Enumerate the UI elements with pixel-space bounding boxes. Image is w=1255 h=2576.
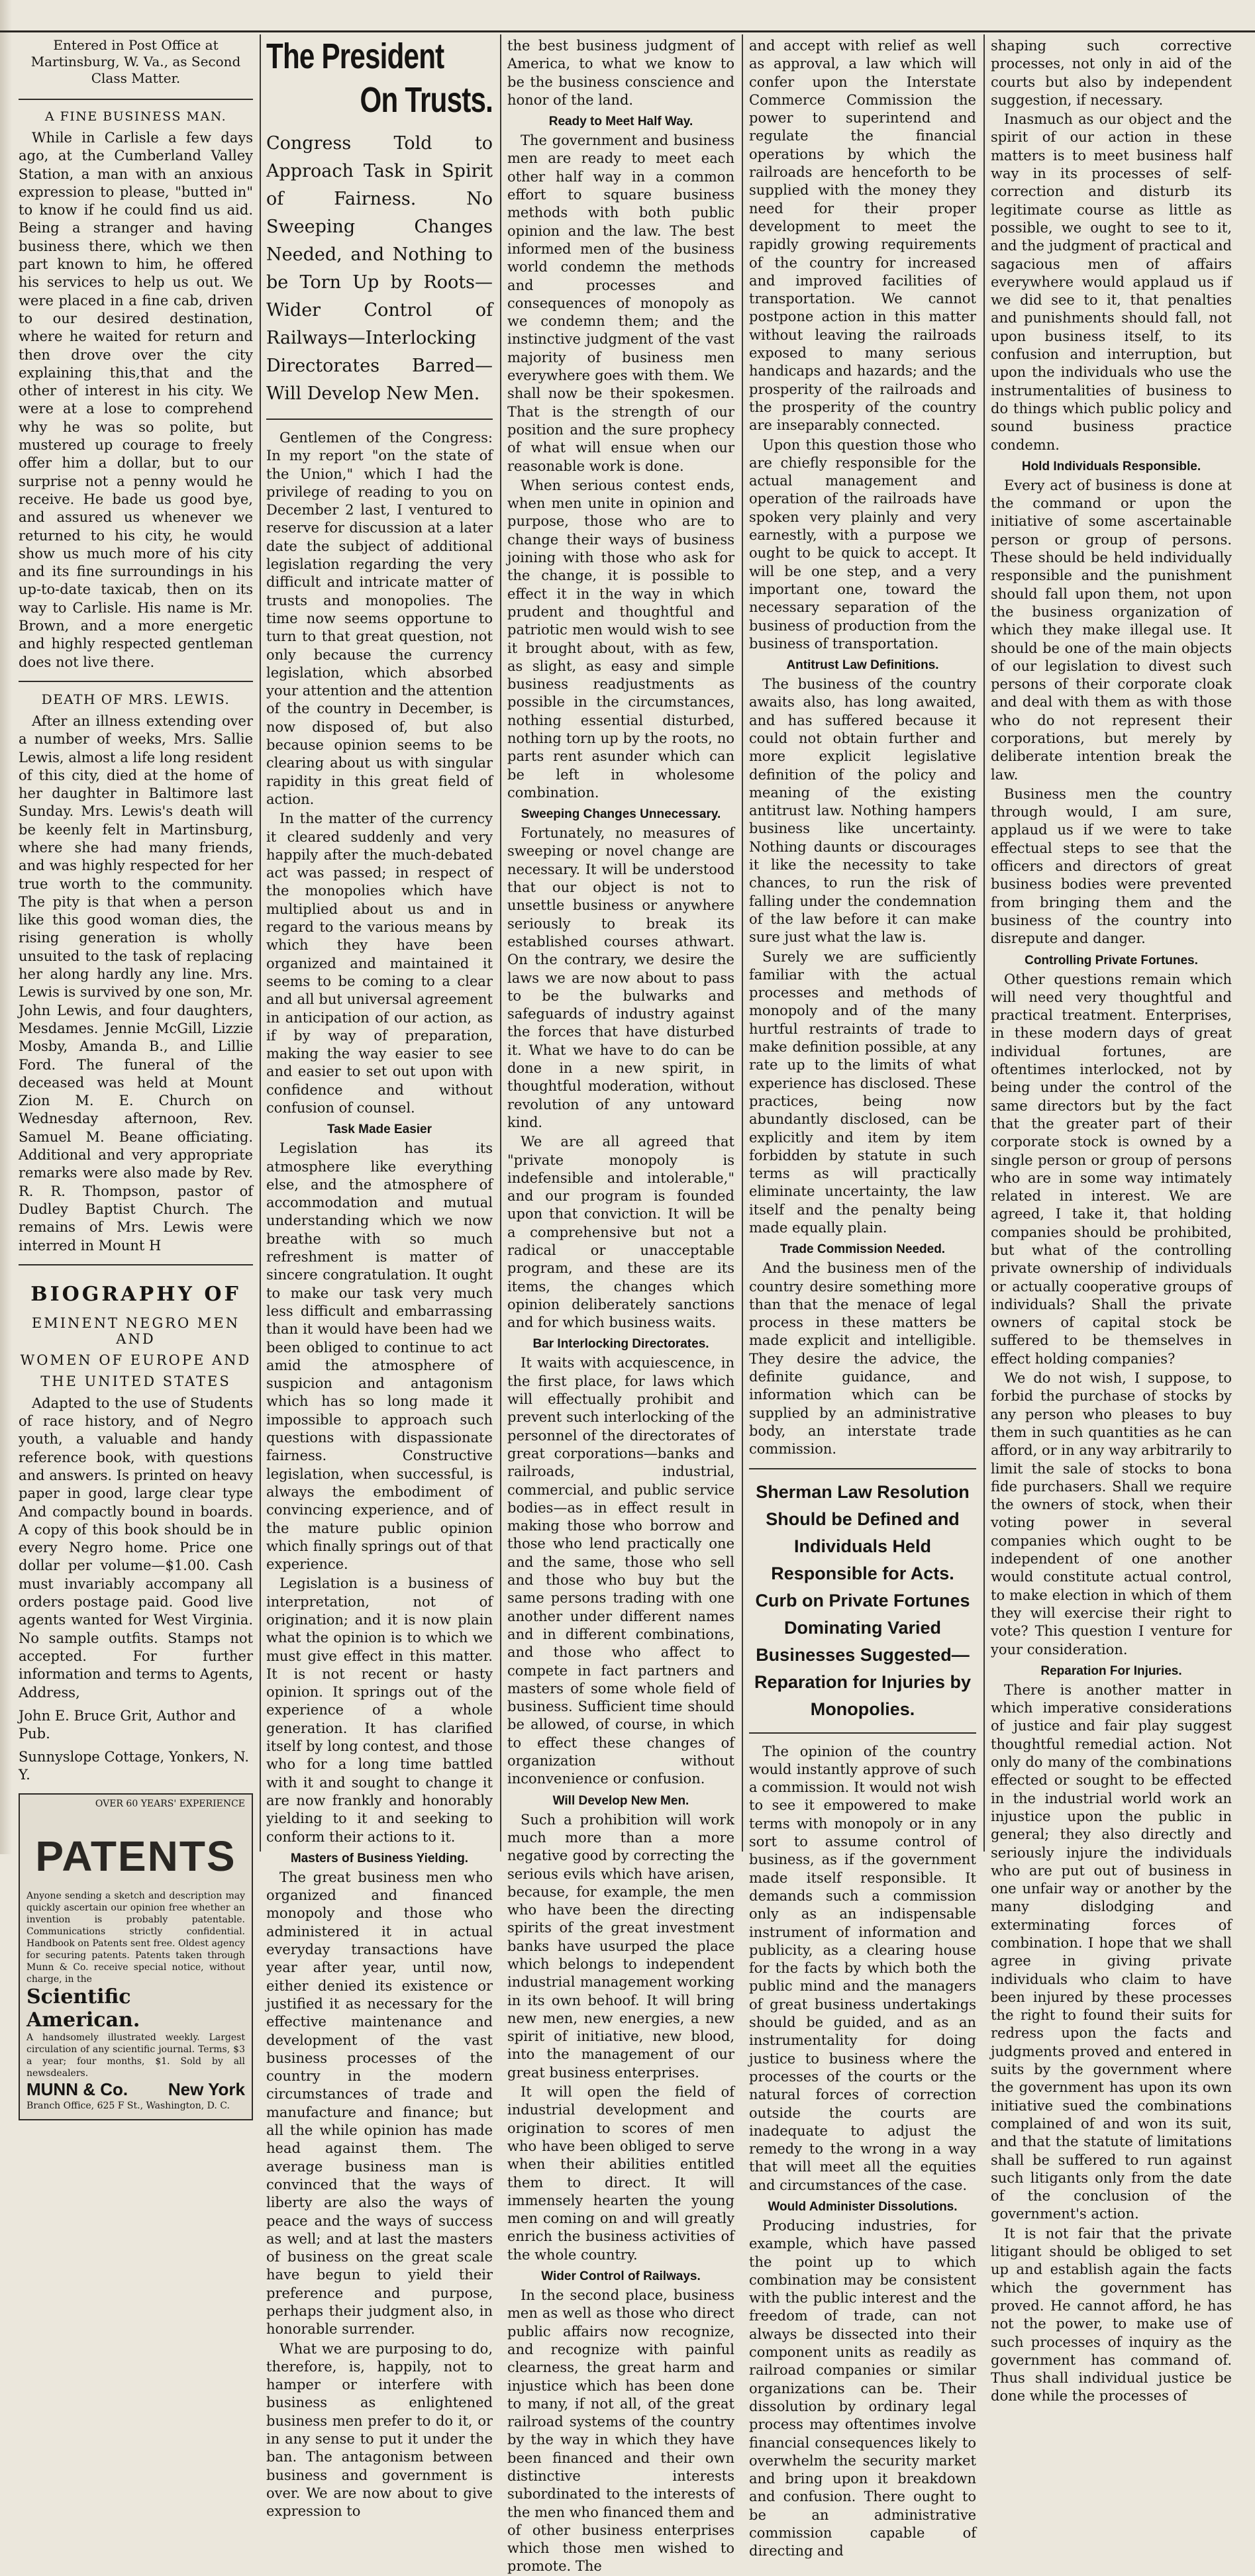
biography-signature-1: John E. Bruce Grit, Author and Pub.	[19, 1707, 236, 1742]
article-paragraph: In the second place, business men as well as those who direct public affairs now recognize, and recognize with painful clearness, the great harm and injustice which has been done to many, if not all, of the great railroad systems of the country by the way in which they have been financed and their own distinctive interests subordinated to the interests of the men who financed them and of other business enterprises which those men wished to promote. The	[507, 2287, 734, 2575]
biography-signature-2: Sunnyslope Cottage, Yonkers, N. Y.	[19, 1748, 250, 1783]
article-paragraph: The business of the country awaits also, has long awaited, and has suffered because it could not obtain further and more explicit legislative definition of the policy and meaning of the existing antitrust law. Nothing hampers business like uncertainty. Nothing daunts or discourages it like the necessity to take chances, to run the risk of falling under the condemnation of the law before it can make sure just what the law is.	[749, 676, 976, 946]
article-paragraph: Surely we are sufficiently familiar with the actual processes and methods of monopoly and of the many hurtful restraints of trade to make definition possible, at any rate up to the limits of what experience has disclosed. These practices, being now abundantly disclosed, can be explicitly and item by item forbidden by statute in such terms as will practically eliminate uncertainty, the law itself and the penalty being made equally plain.	[749, 948, 976, 1236]
subheading-interlocking: Bar Interlocking Directorates.	[532, 1337, 709, 1352]
article-paragraph: And the business men of the country desire something more than that the menace of legal process in these matters be made explicit and intelligible. They desire the advice, the definite guidance, and information which can be supplied by an administrative body, an interstate trade commission.	[749, 1260, 976, 1458]
subheading-private-fortunes: Controlling Private Fortunes.	[1025, 953, 1198, 967]
subheading-ready: Ready to Meet Half Way.	[548, 115, 693, 129]
column-rule	[742, 34, 743, 1852]
death-heading: DEATH OF MRS. LEWIS.	[41, 691, 230, 707]
patent-ad-firm	[20, 2079, 252, 2100]
article-paragraph: shaping such corrective processes, not only in aid of the courts but also by independent suggestion, if necessary.	[991, 38, 1232, 108]
biography-line-1: EMINENT NEGRO MEN AND	[31, 1314, 240, 1347]
subheading-masters: Masters of Business Yielding.	[290, 1851, 469, 1865]
article-paragraph: It is not fair that the private litigant should be obliged to set up and establish again the facts which the government has proved. He cannot afford, he has not the power, to make use of such processes of inquiry as the government has command of. Thus shall individual justice be done while the processes of	[991, 2225, 1232, 2404]
article-paragraph: Every act of business is done at the command or upon the initiative of some ascertainable person or group of persons. These should be held individually responsible and the punishment should fall upon them, not upon the business organization of which they make illegal use. It should be one of the main objects of our legislation to divest such persons of their corporate cloak and deal with them as with those who do not represent their corporations, but merely by deliberate intention break the law.	[991, 477, 1232, 783]
article-paragraph: We do not wish, I suppose, to forbid the purchase of stocks by any person who pleases to buy them in such quantities as he can afford, or in any way arbitrarily to limit the sale of stocks to bona fide purchasers. Shall we require the owners of stock, when their voting power in several companies which ought to be independent of one another would constitute actual control, to make election in which of them they will exercise their right to vote? This question I venture for your consideration.	[991, 1370, 1232, 1658]
article-paragraph: Legislation has its atmosphere like everything else, and the atmosphere of accommodation and mutual understanding which we now breathe with so much refreshment is matter of sincere congratulation. It ought to make our task very much less difficult and embarrassing than it would have been had we been obliged to continue to act amid the atmosphere of suspicion and antagonism which has so long made it impossible to approach such questions with dispassionate fairness. Constructive legislation, when successful, is always the embodiment of convincing experience, and of the mature public opinion which finally springs out of that experience.	[266, 1140, 493, 1573]
fine-business-text: While in Carlisle a few days ago, at the Cumberland Valley Station, a man with an anxious expression to please, "butted in" to know if he could find us aid. Being a stranger and having business there, which we then part known to him, he offered his services to help us out. We were placed in a fine cab, driven to our desired destination, where he waited for return and then drove over the city explaining this,that and the other of interest in his city. We were at a lose to comprehend why he was so polite, but mustered up courage to freely offer him a dollar, but to our surprise not a penny would he receive. He bade us good bye, and assured us whenever we returned to his city, he would show us much more of his city and its fine surroundings in his up-to-date taxicab, then on its way to Carlisle. His name is Mr. Brown, and a more energetic and highly respected gentleman does not live there.	[19, 130, 253, 670]
column-1	[19, 37, 253, 2111]
divider	[749, 1468, 976, 1469]
divider	[266, 419, 493, 420]
article-paragraph: the best business judgment of America, to what we know to be the business conscience and honor of the land.	[507, 38, 734, 108]
headline-line-1: The President	[266, 36, 444, 76]
subheading-sweeping: Sweeping Changes Unnecessary.	[521, 807, 721, 822]
article-paragraph: It will open the field of industrial development and origination to scores of men who have been obliged to serve when their abilities entitled them to direct. It will immensely hearten the young men coming on and will greatly enrich the business activities of the whole country.	[507, 2084, 734, 2263]
column-3	[507, 37, 734, 2575]
column-4	[749, 37, 976, 2559]
subheading-reparation: Reparation For Injuries.	[1040, 1663, 1182, 1678]
page-fold-shadow	[0, 0, 12, 1854]
patent-ad-text-2: A handsomely illustrated weekly. Largest circulation of any scientific journal. Terms, $3 a year; four months, $1. Sold by all newsdealers.	[26, 2032, 245, 2079]
patent-advertisement	[19, 1793, 253, 2120]
subheading-task: Task Made Easier	[326, 1122, 432, 1137]
article-paragraph: Producing industries, for example, which have passed the point up to which combination may be consistent with the public interest and the freedom of trade, can not always be dissected into their component units as readily as railroad companies or similar organizations can be. Their dissolution by ordinary legal process may oftentimes involve financial consequences likely to overwhelm the security market and bring upon it breakdown and confusion. There ought to be an administrative commission capable of directing and	[749, 2217, 976, 2559]
firm-city: New York	[168, 2079, 245, 2099]
article-paragraph: Inasmuch as our object and the spirit of our action in these matters is to meet business half way in its processes of self-correction and disturb its legitimate course as little as possible, we ought to see to it, and the judgment of practical and sagacious men of affairs everywhere would applaud us if we did see to it, that penalties and punishments should fall, not upon business itself, to its confusion and interruption, but upon the individuals who use the instrumentalities of business to do things which public policy and sound business practice condemn.	[991, 111, 1232, 453]
article-paragraph: Upon this question those who are chiefly responsible for the actual management and operation of the railroads have spoken very plainly and very earnestly, with a purpose we ought to be quick to accept. It will be one step, and a very important one, toward the necessary separation of the business of production from the business of transportation.	[749, 436, 976, 652]
article-paragraph: When serious contest ends, when men unite in opinion and purpose, those who are to change their ways of business joining with those who ask for the change, it is possible to effect it in the way in which prudent and thoughtful and patriotic men would wish to see it brought about, with as few, as slight, as easy and simple business readjustments as possible in the circumstances, nothing essential disturbed, nothing torn up by the roots, no parts rent asunder which can be left in wholesome combination.	[507, 477, 734, 801]
biography-text: Adapted to the use of Students of race history, and of Negro youth, a valuable and handy reference book, with questions and answers. Is printed on heavy paper in good, large clear type And compactly bound in boards. A copy of this book should be in every Negro home. Price one dollar per volume—$1.00. Cash must invariably accompany all orders postage paid. Good live agents wanted for West Virginia. No sample outfits. Stamps not accepted. For further information and terms to Agents, Address,	[19, 1395, 253, 1701]
patent-ad-text: Anyone sending a sketch and description may quickly ascertain our opinion free whether an invention is probably patentable. Communications strictly confidential. Handbook on Patents sent free. Oldest agency for securing patents. Patents taken through Munn & Co. receive special notice, without charge, in the	[26, 1890, 245, 1985]
article-paragraph: There is another matter in which imperative considerations of justice and fair play suggest thoughtful remedial action. Not only do many of the combinations effected or sought to be effected in the industrial world work an injustice upon the public in general; they also directly and seriously injure the individuals who are put out of business in one unfair way or another by the many dislodging and exterminating forces of combination. I hope that we shall agree in giving private individuals who claim to have been injured by these processes the right to found their suits for redress upon the facts and judgments proved and entered in suits by the government where the government has upon its own initiative sued the combinations complained of and won its suit, and that the statute of limitations shall be suffered to run against such litigants only from the date of the conclusion of the government's action.	[991, 1681, 1232, 2222]
article-paragraph: The opinion of the country would instantly approve of such a commission. It would not wish to see it empowered to make terms with monopoly or in any sort to assume control of business, as if the government made itself responsible. It demands such a commission only as an indispensable instrument of information and publicity, as a clearing house for the facts by which both the public mind and the managers of great business undertakings should be guided, and as an instrumentality for doing justice to business where the processes of the courts or the natural forces of correction outside the courts are inadequate to adjust the remedy to the wrong in a way that will meet all the equities and circumstances of the case.	[749, 1743, 976, 2193]
fine-business-heading: A FINE BUSINESS MAN.	[44, 109, 227, 124]
article-paragraph: and accept with relief as well as approval, a law which will confer upon the Interstate Commerce Commission the power to superintend and regulate the financial operations by which the railroads are henceforth to be supplied with the money they need for their proper development to meet the rapidly growing requirements of the country for increased and improved facilities of transportation. We cannot postpone action in this matter without leaving the railroads exposed to many serious handicaps and hazards; and the prosperity of the railroads and the prosperity of the country are inseparably connected.	[749, 38, 976, 434]
article-paragraph: Legislation is a business of interpretation, not of origination; and it is now plain what the opinion is to which we must give effect in this matter. It is not recent or hasty opinion. It springs out of the experience of a whole generation. It has clarified itself by long contest, and those who for a long time battled with it and sought to change it are now frankly and honorably yielding to it and seeking to conform their actions to it.	[266, 1575, 493, 1845]
subheading-railways: Wider Control of Railways.	[541, 2269, 701, 2284]
death-text: After an illness extending over a number of weeks, Mrs. Sallie Lewis, almost a life long resident of this city, died at the home of her daughter in Baltimore last Sunday. Mrs. Lewis's death will be keenly felt in Martinsburg, where she had many friends, and was highly respected for her true worth to the community. The pity is that when a person like this good woman dies, the rising generation is wholly unsuited to the task of replacing her along hardly any line. Mrs. Lewis is survived by one son, Mr. John Lewis, and four daughters, Mesdames. Jennie McGill, Lizzie Mosby, Amanda B., and Lillie Ford. The funeral of the deceased was held at Mount Zion M. E. Church on Wednesday afternoon, Rev. Samuel M. Beane officiating. Additional and very appropriate remarks were also made by Rev. R. R. Thompson, pastor of Dudley Baptist Church. The remains of Mrs. Lewis were interred in Mount H	[19, 713, 253, 1254]
column-2	[266, 36, 493, 2520]
scientific-american-wordmark: Scientific American.	[26, 1985, 140, 2032]
column-5	[991, 37, 1232, 2404]
entered-note: Entered in Post Office at Martinsburg, W. Va., as Second Class Matter.	[30, 37, 241, 86]
branch-office: Branch Office, 625 F St., Washington, D. C.	[26, 2100, 230, 2111]
divider	[19, 99, 253, 100]
article-paragraph: Gentlemen of the Congress: In my report "on the state of the Union," which I had the privilege of reading to you on December 2 last, I ventured to reserve for discussion at a later date the subject of additional legislation regarding the very difficult and intricate matter of trusts and monopolies. The time now seems opportune to turn to that great question, not only because the currency legislation, which absorbed your attention and the attention of the country in December, is now disposed of, but also because opinion seems to be clearing about us with singular rapidity in this great field of action.	[266, 430, 493, 807]
biography-line-2: WOMEN OF EUROPE AND	[20, 1352, 252, 1368]
subheading-new-men: Will Develop New Men.	[552, 1793, 689, 1808]
divider	[19, 681, 253, 682]
subheading-dissolutions: Would Administer Dissolutions.	[768, 2199, 958, 2214]
secondary-deck: Sherman Law Resolution Should be Defined and Individuals Held Responsible for Acts. Curb on Private Fortunes Dominating Varied Businesses Suggested—Reparation for Injuries by Monopolies.	[754, 1481, 972, 1719]
subheading-hold-individuals: Hold Individuals Responsible.	[1021, 459, 1201, 473]
headline-deck: Congress Told to Approach Task in Spirit of Fairness. No Sweeping Changes Needed, and Nothing to be Torn Up by Roots—Wider Control of Railways—Interlocking Directorates Barred—Will Develop New Men.	[266, 133, 493, 404]
firm-name: MUNN & Co.	[26, 2079, 128, 2099]
biography-line-3: THE UNITED STATES	[40, 1373, 231, 1389]
subheading-trade-commission: Trade Commission Needed.	[779, 1242, 946, 1257]
headline-line-2: On Trusts.	[360, 80, 493, 120]
biography-title: BIOGRAPHY OF	[30, 1282, 241, 1306]
article-paragraph: The great business men who organized and financed monopoly and those who administered it in actual everyday transactions have year after year, until now, either denied its existence or justified it as necessary for the effective maintenance and development of the vast business processes of the country in the modern circumstances of trade and manufacture and finance; but all the while opinion has made head against them. The average business man is convinced that the ways of liberty are also the ways of peace and the ways of success as well; and at last the masters of business on the great scale have begun to yield their preference and purpose, perhaps their judgment also, in honorable surrender.	[266, 1869, 493, 2338]
subheading-antitrust: Antitrust Law Definitions.	[786, 658, 939, 673]
patents-wordmark: PATENTS	[35, 1832, 236, 1880]
article-paragraph: We are all agreed that "private monopoly is indefensible and intolerable," and our program is founded upon that conviction. It will be a comprehensive but not a radical or unacceptable program, and these are its items, the changes which opinion deliberately sanctions and for which business waits.	[507, 1134, 734, 1331]
divider	[19, 1264, 253, 1265]
article-paragraph: Fortunately, no measures of sweeping or novel change are necessary. It will be understood that our object is not to unsettle business or anywhere seriously to break its established courses athwart. On the contrary, we desire the laws we are now about to pass to be the bulwarks and safeguards of industry against the forces that have disturbed it. What we have to do can be done in a new spirit, in thoughtful moderation, without revolution of any untoward kind.	[507, 825, 734, 1130]
article-paragraph: Other questions remain which will need very thoughtful and practical treatment. Enterprises, in these modern days of great individual fortunes, are oftentimes interlocked, not by being under the control of the same directors but by the fact that the greater part of their corporate stock is owned by a single person or group of persons who are in some way intimately related in interest. We are agreed, I take it, that holding companies should be prohibited, but what of the controlling private ownership of individuals or actually cooperative groups of individuals? Shall the private owners of capital stock be suffered to be themselves in effect holding companies?	[991, 971, 1232, 1367]
article-paragraph: Business men the country through would, I am sure, applaud us if we were to take effectual steps to see that the officers and directors of great business bodies were prevented from bringing them and the business of the country into disrepute and danger.	[991, 785, 1232, 947]
top-rule	[0, 30, 1255, 32]
article-paragraph: What we are purposing to do, therefore, is, happily, not to hamper or interfere with business as enlightened business men prefer to do it, or in any sense to put it under the ban. The antagonism between business and government is over. We are now about to give expression to	[266, 2340, 493, 2520]
article-paragraph: In the matter of the currency it cleared suddenly and very happily after the much-debated act was passed; in respect of the monopolies which have multiplied about us and in regard to the various means by which they have been organized and maintained it seems to be coming to a clear and all but universal agreement in anticipation of our action, as if by way of preparation, making the way easier to see and easier to set out upon with confidence and without confusion of counsel.	[266, 811, 493, 1116]
column-rule	[500, 34, 501, 1852]
divider	[749, 1732, 976, 1734]
column-rule	[260, 34, 261, 1852]
article-paragraph: The government and business men are ready to meet each other half way in a common effort to square business methods with both public opinion and the law. The best informed men of the business world condemn the methods and processes and consequences of monopoly as we condemn them; and the instinctive judgment of the vast majority of business men everywhere goes with them. We shall now be their spokesmen. That is the strength of our position and the sure prophecy of what will ensue when our reasonable work is done.	[507, 132, 734, 474]
column-rule	[983, 34, 985, 1852]
patent-ad-top: OVER 60 YEARS' EXPERIENCE	[95, 1798, 245, 1809]
article-paragraph: It waits with acquiescence, in the first place, for laws which will effectually prohibit and prevent such interlocking of the personnel of the directorates of great corporations—banks and railroads, industrial, commercial, and public service bodies—as in effect result in making those who borrow and those who lend practically one and the same, those who sell and those who buy but the same persons trading with one another under different names and in different combinations, and those who affect to compete in fact partners and masters of some whole field of business. Sufficient time should be allowed, of course, in which to effect these changes of organization without inconvenience or confusion.	[507, 1355, 734, 1787]
article-paragraph: Such a prohibition will work much more than a more negative good by correcting the serious evils which have arisen, because, for example, the men who have been the directing spirits of the great investment banks have usurped the place which belongs to independent industrial management working in its own behoof. It will bring new men, new energies, a new spirit of initiative, new blood, into the management of our great business enterprises.	[507, 1811, 734, 2081]
